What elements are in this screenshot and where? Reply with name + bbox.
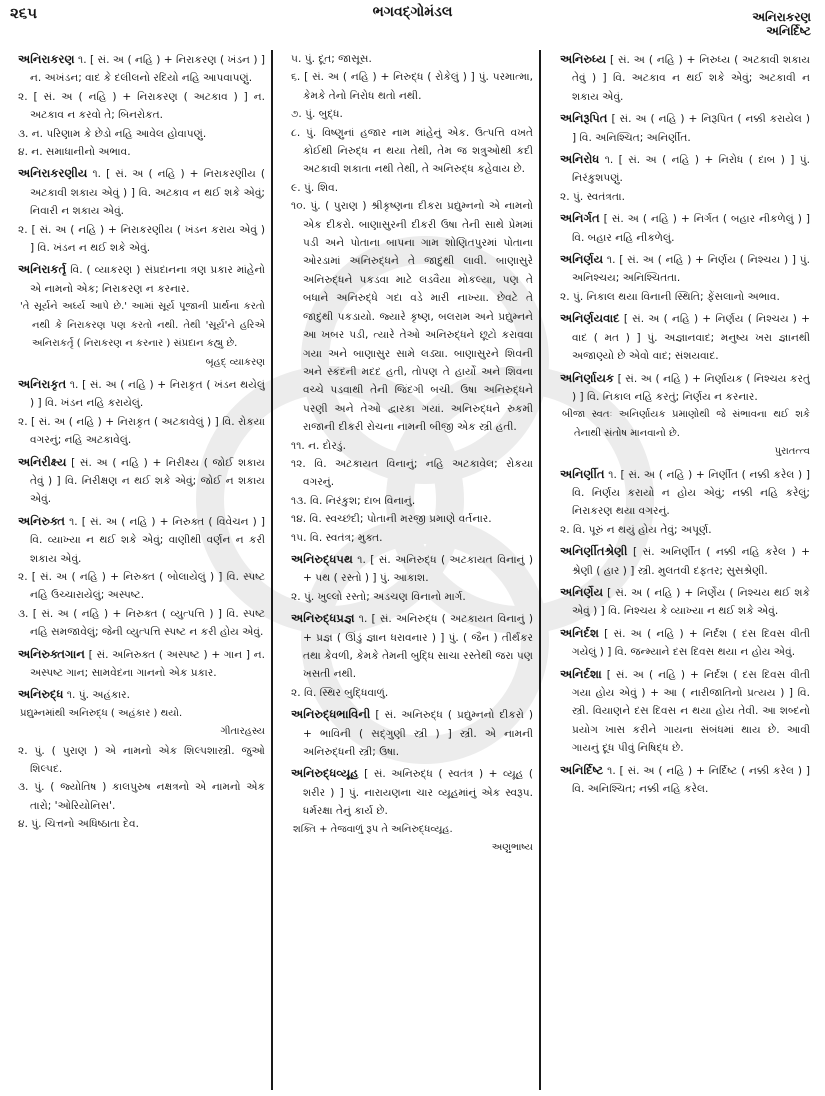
dictionary-entry bbox=[279, 50, 533, 547]
page-header bbox=[0, 0, 825, 50]
dictionary-entry bbox=[6, 375, 265, 450]
entry-sense bbox=[560, 109, 810, 147]
entry-definition: ૧. [ સં. અ ( નહિ ) + નિરાકૃત ( ખંડન થયેલું ) ] વિ. ખંડન નહિ કરાયેલું. bbox=[30, 378, 265, 410]
entry-sense bbox=[291, 550, 533, 588]
entry-sense: ૨. પું. સ્વતંત્રતા. bbox=[560, 190, 625, 203]
entry-sense: ૮. પું. વિષ્ણુનાં હજાર નામ માંહેનું એક. ઉત્પત્તિ વખતે કોઈથી નિરુદ્ધ ન થયા તેથી, તેમ જ શત્રુઓથી કદી અટકાવી શકાતા નથી તેથી, તે અનિરુદ્ધ કહેવાય છે. bbox=[291, 126, 533, 176]
entry-sense: ૧૪. વિ. સ્વચ્છંદી; પોતાની મરજી પ્રમાણે વર્તનાર. bbox=[291, 513, 492, 526]
column-right bbox=[548, 50, 810, 1090]
entry-definition: ૧. પું. અહંકાર. bbox=[66, 689, 130, 702]
dictionary-entry bbox=[548, 50, 810, 106]
entry-sense bbox=[560, 250, 810, 288]
entry-headword: અનિર્દિષ્ટ bbox=[560, 762, 604, 777]
entry-headword: અનિરોધ bbox=[560, 152, 600, 167]
entry-sense bbox=[18, 645, 265, 683]
entry-sense bbox=[560, 309, 810, 365]
entry-headword: અનિરુદ્ધપ્રજ્ઞ bbox=[291, 611, 355, 626]
entry-definition: [ સં. અ ( નહિ ) + નિર્દશ ( દસ દિવસ વીતી ગયા હોય એવું ) + આ ( નારીજાતિનો પ્રત્યય ) ] વિ. સ્ત્રી. વિયાણને દસ દિવસ ન થયા હોય તેવી. આ શબ્દનો પ્રયોગ ખાસ કરીને ગાયના સંબંધમાં થાય છે. આવી ગાયનું દૂધ પીવું નિષિદ્ધ છે. bbox=[572, 668, 810, 755]
entry-definition: [ સં. અ ( નહિ ) + નિરીક્ષ્ય ( જોઈ શકાય તેવું ) ] વિ. નિરીક્ષણ ન થઈ શકે એવું; જોઈ ન શકાય એવું. bbox=[30, 456, 265, 506]
entry-headword: અનિર્દશ bbox=[560, 625, 599, 640]
entry-definition: [ સં. અ ( નહિ ) + નિર્ણેય ( નિશ્ચય થઈ શકે એવું ) ] વિ. નિશ્ચય કે વ્યાખ્યા ન થઈ શકે એવું. bbox=[572, 586, 810, 618]
entry-sense: ૨. પું. ખુલ્લો રસ્તો; અડચણ વિનાનો માર્ગ. bbox=[291, 590, 466, 603]
entry-sense: ૪. ન. સમાધાનીનો અભાવ. bbox=[18, 146, 131, 159]
entry-quotation: શક્તિ + તેજવાળું રૂપ તે અનિરુદ્ધવ્યૂહ. bbox=[293, 823, 453, 835]
entry-headword: અનિર્ણય bbox=[560, 252, 604, 267]
entry-sense bbox=[560, 761, 810, 799]
dictionary-entry bbox=[279, 705, 533, 761]
entry-sense bbox=[18, 260, 265, 298]
entry-headword: અનિરુદ્ધપથ bbox=[291, 551, 353, 566]
entry-sense: ૩. ન. પરિણામ કે છેડો નહિ આવેલ હોવાપણું. bbox=[18, 127, 207, 140]
entry-sense: ૨. [ સં. અ ( નહિ ) + નિરાકરણીય ( ખંડન કરાય એવું ) ] વિ. ખંડન ન થઈ શકે એવું. bbox=[18, 223, 265, 255]
entry-sense: ૪. પું. ચિત્તનો અધિષ્ઠાતા દેવ. bbox=[18, 818, 139, 831]
entry-definition: વિ. ( વ્યાકરણ ) સંપ્રદાનના ત્રણ પ્રકાર માંહેનો એ નામનો એક; નિરાકરણ ન કરનાર. bbox=[30, 264, 265, 295]
entry-sense: ૨. [ સં. અ ( નહિ ) + નિરાકરણ ( અટકાવ ) ] ન. અટકાવ ન કરવો તે; બિનરોકત. bbox=[18, 90, 265, 122]
entry-sense bbox=[18, 375, 265, 413]
dictionary-entry bbox=[548, 369, 810, 462]
dictionary-entry bbox=[548, 150, 810, 206]
entry-sense bbox=[560, 50, 810, 106]
running-title: ભગવદ્ગોમંડલ bbox=[372, 4, 453, 20]
guide-words bbox=[752, 10, 811, 38]
dictionary-entry bbox=[279, 609, 533, 702]
entry-headword: અનિરૂપિત bbox=[560, 111, 608, 126]
entry-definition: [ સં. અ ( નહિ ) + નિર્દશ ( દસ દિવસ વીતી ગયેલું ) ] વિ. જન્મ્યાને દસ દિવસ થયા ન હોય એવું. bbox=[572, 627, 810, 659]
dictionary-entry bbox=[548, 583, 810, 621]
dictionary-entry bbox=[6, 164, 265, 257]
dictionary-entry bbox=[548, 465, 810, 540]
column-divider bbox=[271, 50, 273, 1090]
entry-sense bbox=[560, 150, 810, 188]
entry-sense: ૯. પું. શિવ. bbox=[291, 181, 339, 194]
entry-headword: અનિરાકૃત bbox=[18, 376, 67, 391]
dictionary-entry bbox=[548, 624, 810, 662]
entry-sense: ૧૨. વિ. અટકાયત વિનાનું; નહિ અટકાવેલ; રોકયા વગરનું. bbox=[291, 457, 533, 489]
column-divider bbox=[539, 50, 541, 1090]
dictionary-entry bbox=[6, 512, 265, 642]
quotation-source: ગીતારહસ્ય bbox=[220, 726, 265, 738]
entry-headword: અનિરુદ્ધ bbox=[18, 687, 64, 702]
column-middle bbox=[279, 50, 533, 1090]
entry-definition: [ સં. અનિરુક્ત ( અસ્પષ્ટ ) + ગાન ] ન. અસ્પષ્ટ ગાન; સામવેદના ગાનનો એક પ્રકાર. bbox=[30, 648, 265, 679]
entry-sense bbox=[560, 583, 810, 621]
entry-definition: ૧. [ સં. અ ( નહિ ) + નિર્ણય ( નિશ્ચય ) ] પું. અનિશ્ચય; અનિશ્ચિતતા. bbox=[572, 254, 810, 285]
entry-sense bbox=[560, 465, 810, 521]
entry-sense bbox=[560, 665, 810, 758]
dictionary-entry bbox=[548, 309, 810, 365]
entry-definition: ૧. [ સં. અનિરુદ્ધ ( અટકાયત વિનાનું ) + પથ ( રસ્તો ) ] પું. આકાશ. bbox=[303, 553, 533, 585]
entry-sense: ૧૦. પું. ( પુરાણ ) શ્રીકૃષ્ણના દીકરા પ્રદ્યુમ્નનો એ નામનો એક દીકરો. બાણાસુરની દીકરી ઉષા તેની સાથે પ્રેમમાં પડી અને પોતાના બાપના ગામ શોણિતપુરમાં પોતાના ઓરડામાં અનિરુદ્ધને તે જાદુથી લાવી. બાણાસુરે અનિરુદ્ધને પકડવા માટે લડવૈયા મોકલ્યા, પણ તે બધાને અનિરુદ્ધે ગદા વડે મારી નાખ્યા. છેવટે તે જાદુથી પકડાયો. જ્યારે કૃષ્ણ, બલરામ અને પ્રદ્યુમ્નને આ ખબર પડી, ત્યારે તેઓ અનિરુદ્ધને છૂટો કરાવવા ગયા અને બાણાસુર સામે લડ્યા. બાણાસુરને શિવની અને સ્કંદની મદદ હતી, તોપણ તે હાર્યો અને શિવના વચ્ચે પડવાથી તેની જિંદગી બચી. ઉષા અનિરુદ્ધને પરણી અને તેઓ દ્વારકા ગયાં. અનિરુદ્ધને રુકમી રાજાની દીકરી રોચના નામની બીજી એક સ્ત્રી હતી. bbox=[291, 200, 533, 434]
entry-definition: [ સં. અ ( નહિ ) + નિર્ણાયક ( નિશ્ચય કરતું ) ] વિ. નિકાલ નહિ કરતું; નિર્ણય ન કરનાર. bbox=[572, 372, 810, 403]
entry-sense: ૧૩. વિ. નિરંકુશ; દાબ વિનાનું. bbox=[291, 494, 416, 507]
entry-sense: ૨. પું. નિકાલ થયા વિનાની સ્થિતિ; ફેંસલાનો અભાવ. bbox=[560, 290, 780, 303]
dictionary-entry bbox=[548, 250, 810, 306]
entry-headword: અનિર્ગત bbox=[560, 211, 600, 226]
entry-sense: ૨. પું. ( પુરાણ ) એ નામનો એક શિલ્પશાસ્ત્રી. જુઓ શિલ્પદ. bbox=[18, 744, 265, 776]
entry-sense: ૧૧. ન. દોરડું. bbox=[291, 439, 346, 452]
entry-sense: ૫. પું. દૂત; જાસૂસ. bbox=[291, 53, 372, 65]
entry-sense bbox=[291, 705, 533, 761]
entry-definition: ૧. [ સં. અ ( નહિ ) + નિર્દિષ્ટ ( નક્કી કરેલ ) ] વિ. અનિશ્ચિત; નક્કી નહિ કરેલ. bbox=[572, 764, 810, 796]
entry-headword: અનિરુધ્ય bbox=[560, 52, 607, 66]
entry-definition: ૧. [ સં. અ ( નહિ ) + નિરાકરણીય ( અટકાવી શકાય એવું ) ] વિ. અટકાવ ન થઈ શકે એવું; નિવારી ન શકાય એવું. bbox=[30, 168, 265, 218]
entry-headword: અનિર્ણીત bbox=[560, 466, 605, 481]
dictionary-entry bbox=[548, 665, 810, 758]
guide-word-first: અનિરાકરણ bbox=[752, 10, 811, 24]
entry-sense: ૨. વિ. સ્થિર બુદ્ધિવાળું. bbox=[291, 686, 389, 699]
dictionary-entry bbox=[6, 645, 265, 683]
entry-sense: ૬. [ સં. અ ( નહિ ) + નિરુદ્ધ ( રોકેલું ) ] પું. પરમાત્મા, કેમકે તેનો નિરોધ થતો નથી. bbox=[291, 71, 533, 102]
column-left bbox=[6, 50, 265, 1090]
entry-headword: અનિરુદ્ધવ્યૂહ bbox=[291, 766, 359, 781]
entry-sense bbox=[560, 624, 810, 662]
entry-headword: અનિરીક્ષ્ય bbox=[18, 454, 67, 469]
guide-word-last: અનિર્દિષ્ટ bbox=[766, 24, 811, 38]
entry-sense: ૨. [ સં. અ ( નહિ ) + નિરુક્ત ( બોલાયેલું ) ] વિ. સ્પષ્ટ નહિ ઉચ્ચારાયેલું; અસ્પષ્ટ. bbox=[18, 570, 265, 602]
dictionary-entry bbox=[6, 50, 265, 161]
dictionary-entry bbox=[548, 209, 810, 247]
entry-headword: અનિરુક્તગાન bbox=[18, 646, 85, 661]
entry-definition: [ સં. અ ( નહિ ) + નિરૂપિત ( નક્કી કરાયેલ ) ] વિ. અનિશ્ચિત; અનિર્ણીત. bbox=[572, 113, 810, 144]
entry-sense: ૩. પું. ( જ્યોતિષ ) કાલપુરુષ નક્ષત્રનો એ નામનો એક તારો; 'ઓરિયોનિસ'. bbox=[18, 781, 265, 812]
entry-sense bbox=[18, 685, 265, 704]
dictionary-entry bbox=[6, 685, 265, 833]
entry-sense: ૩. [ સં. અ ( નહિ ) + નિરુક્ત ( વ્યુત્પત્તિ ) ] વિ. સ્પષ્ટ નહિ સમજાવેલું; જેની વ્યુત્પત્તિ સ્પષ્ટ ન કરી હોય એવું. bbox=[18, 607, 265, 639]
entry-sense: ૨. વિ. પૂરું ન થયું હોય તેવું; અપૂર્ણ. bbox=[560, 523, 712, 536]
entry-sense: ૨. [ સં. અ ( નહિ ) + નિરાકૃત ( અટકાવેલું ) ] વિ. રોકયા વગરનું; નહિ અટકાવેલું. bbox=[18, 415, 265, 447]
page-number: ૨૬૫ bbox=[10, 4, 38, 22]
entry-definition: [ સં. અ ( નહિ ) + નિર્ણય ( નિશ્ચય ) + વાદ ( મત ) ] પું. અજ્ઞાનવાદ; મનુષ્ય ખરા જ્ઞાનથી અજાણ્યો છે એવો વાદ; સંશયવાદ. bbox=[572, 313, 810, 363]
entry-definition: [ સં. અ ( નહિ ) + નિર્ગત ( બહાર નીકળેલું ) ] વિ. બહાર નહિ નીકળેલું. bbox=[572, 213, 810, 244]
entry-sense bbox=[291, 764, 533, 820]
entry-headword: અનિર્ણીતશ્રેણી bbox=[560, 544, 628, 559]
dictionary-entry bbox=[6, 453, 265, 509]
entry-headword: અનિરાકરણીય bbox=[18, 166, 88, 181]
dictionary-columns bbox=[0, 50, 825, 1096]
entry-definition: ૧. [ સં. અ ( નહિ ) + નિર્ણીત ( નક્કી કરેલ ) ] વિ. નિર્ણય કરાયો ન હોય એવું; નક્કી નહિ કરેલું; નિરાકરણ થયા વગરનું. bbox=[572, 468, 810, 518]
dictionary-entry bbox=[548, 109, 810, 147]
entry-sense bbox=[560, 542, 810, 580]
entry-sense bbox=[18, 453, 265, 509]
entry-quotation: 'તે સૂર્યને અર્ઘ્ય આપે છે.' આમાં સૂર્ય પૂજાની પ્રાર્થના કરતો નથી કે નિરાકરણ પણ કરતો નથી. તેથી 'સૂર્ય'ને હરિએ અનિરાકર્તૃ ( નિરાકરણ ન કરનાર ) સંપ્રદાન કહ્યુ છે. bbox=[20, 301, 265, 350]
entry-sense: ૭. પું. બુદ્ધ. bbox=[291, 108, 343, 121]
entry-headword: અનિર્ણયવાદ bbox=[560, 311, 620, 326]
dictionary-entry bbox=[279, 550, 533, 606]
quotation-source: અણુભાષ્ય bbox=[491, 842, 533, 854]
entry-definition: ૧. [ સં. અ ( નહિ ) + નિરોધ ( દાબ ) ] પું. નિરંકુશપણું. bbox=[572, 154, 810, 185]
entry-sense bbox=[560, 369, 810, 407]
dictionary-entry bbox=[548, 542, 810, 580]
entry-sense bbox=[291, 609, 533, 684]
entry-headword: અનિર્ણેય bbox=[560, 584, 604, 599]
entry-definition: [ સં. અ ( નહિ ) + નિરુધ્ય ( અટકાવી શકાય તેવું ) ] વિ. અટકાવ ન થઈ શકે એવું; અટકાવી ન શકાય એવું. bbox=[572, 54, 810, 103]
entry-sense bbox=[560, 209, 810, 247]
entry-sense bbox=[18, 164, 265, 220]
entry-headword: અનિરુદ્ધભાવિની bbox=[291, 707, 371, 722]
entry-quotation: પ્રદ્યુમ્નમાંથી અનિરુદ્ધ ( અહંકાર ) થયો. bbox=[20, 707, 183, 719]
entry-headword: અનિર્ણાયક bbox=[560, 370, 615, 385]
entry-sense bbox=[18, 512, 265, 568]
entry-headword: અનિરાકર્તૃ bbox=[18, 262, 67, 277]
entry-definition: [ સં. અનિરુદ્ધ ( સ્વતંત્ર ) + વ્યૂહ ( શરીર ) ] પું. નારાયણના ચાર વ્યૂહમાંનું એક સ્વરૂપ. ધર્મરક્ષા તેનું કાર્ય છે. bbox=[303, 768, 533, 818]
entry-headword: અનિર્દશા bbox=[560, 666, 602, 681]
entry-definition: [ સં. અનિરુદ્ધ ( પ્રદ્યુમ્નનો દીકરો ) + ભાવિની ( સદ્ગુણી સ્ત્રી ) ] સ્ત્રી. એ નામની અનિરુદ્ધની સ્ત્રી; ઉષા. bbox=[303, 709, 533, 759]
entry-definition: ૧. [ સં. અ ( નહિ ) + નિરુક્ત ( વિવેચન ) ] વિ. વ્યાખ્યા ન થઈ શકે એવું; વાણીથી વર્ણન ન કરી શકાય એવું. bbox=[30, 515, 265, 565]
dictionary-entry bbox=[279, 764, 533, 857]
entry-definition: ૧. [ સં. અ ( નહિ ) + નિરાકરણ ( ખંડન ) ] ન. અખંડન; વાદ કે દલીલનો રદિયો નહિ આપવાપણું. bbox=[30, 54, 265, 85]
dictionary-entry bbox=[6, 260, 265, 371]
entry-definition: ૧. [ સં. અનિરુદ્ધ ( અટકાયત વિનાનું ) + પ્રજ્ઞ ( ઊંડું જ્ઞાન ધરાવનાર ) ] પું. ( જૈન ) તીર્થંકર તથા કેવળી, કેમકે તેમની બુદ્ધિ સાચા રસ્તેથી જરા પણ ખસતી નથી. bbox=[303, 613, 533, 681]
entry-quotation: બીજા સ્વતઃ અનિર્ણાયક પ્રમાણોથી જે સંભાવના થઈ શકે તેનાથી સંતોષ માનવાનો છે. bbox=[562, 409, 810, 439]
entry-sense bbox=[18, 50, 265, 88]
entry-sense: ૧૫. વિ. સ્વતંત્ર; મુક્ત. bbox=[291, 531, 383, 544]
entry-headword: અનિરાકરણ bbox=[18, 52, 75, 66]
quotation-source: પુરાતત્ત્વ bbox=[774, 446, 810, 458]
quotation-source: બૃહદ્ વ્યાકરણ bbox=[205, 356, 265, 368]
entry-headword: અનિરુક્ત bbox=[18, 513, 65, 528]
dictionary-entry bbox=[548, 761, 810, 799]
entry-definition: [ સં. અનિર્ણીત ( નક્કી નહિ કરેલ ) + શ્રેણી ( હાર ) ] સ્ત્રી. મુલતવી દફતર; સુસશ્રેણી. bbox=[572, 546, 810, 577]
